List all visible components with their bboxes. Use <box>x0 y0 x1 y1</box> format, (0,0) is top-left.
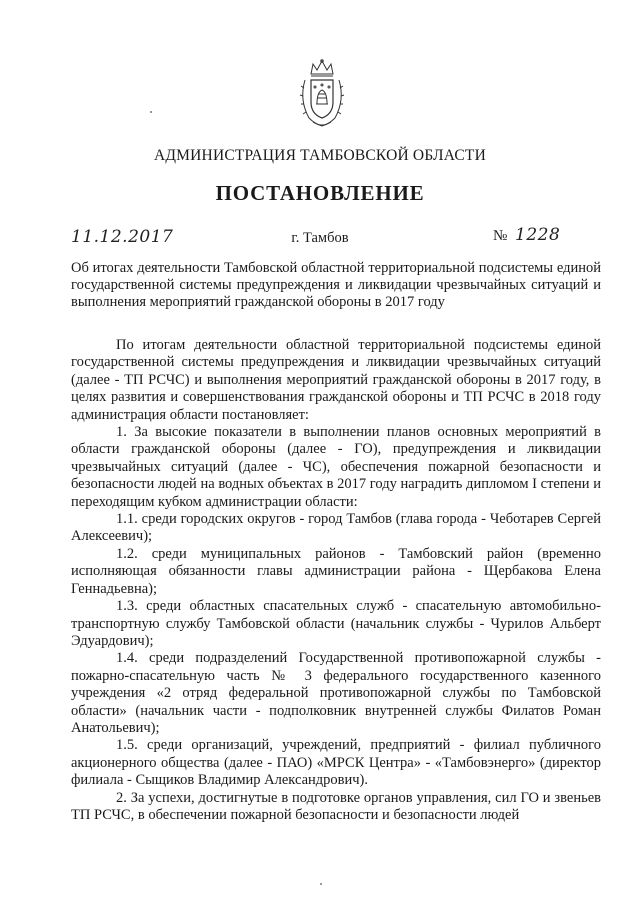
paragraph: 1. За высокие показатели в выполнении планов основных мероприятий в области гражданской обороны (далее - ГО), предупреждения и ликвидации чрезвычайных ситуаций (далее - ЧС), обеспечения пожарной безопасности и безопасности людей на водных объектах в 2017 году наградить дипломом I степени и переходящим кубком администрации области: <box>71 424 601 510</box>
paragraph: 1.1. среди городских округов - город Тамбов (глава города - Чеботарев Сергей Алексеевич); <box>71 511 601 545</box>
scan-speck <box>150 111 152 113</box>
document-date: 11.12.2017 <box>71 227 174 247</box>
document-subject: Об итогах деятельности Тамбовской областной территориальной подсистемы единой государственной системы предупреждения и ликвидации чрезвычайных ситуаций и выполнения мероприятий гражданской обороны в 2017 году <box>71 260 601 310</box>
document-number-label: № <box>493 228 508 244</box>
document-city: г. Тамбов <box>291 230 349 246</box>
scan-speck <box>320 883 322 885</box>
paragraph: 1.5. среди организаций, учреждений, предприятий - филиал публичного акционерного общества (далее - ПАО) «МРСК Центра» - «Тамбовэнерго» (директор филиала - Сыщиков Владимир Александрович). <box>71 737 601 789</box>
document-type: ПОСТАНОВЛЕНИЕ <box>215 181 425 205</box>
paragraph: 1.3. среди областных спасательных служб - спасательную автомобильно-транспортную службу Тамбовской области (начальник службы - Чурилов Альберт Эдуардович); <box>71 598 601 649</box>
paragraph: 1.4. среди подразделений Государственной противопожарной службы - пожарно-спасательную часть № 3 федерального государственного казенного учреждения «2 отряд федеральной противопожарной службы по Тамбовской области» (начальник части - подполковник внутренней службы Филатов Роман Анатольевич); <box>71 650 601 736</box>
paragraph: 1.2. среди муниципальных районов - Тамбовский район (временно исполняющая обязанности главы администрации района - Щербакова Елена Геннадьевна); <box>71 545 601 597</box>
paragraph: 2. За успехи, достигнутые в подготовке органов управления, сил ГО и звеньев ТП РСЧС, в обеспечении пожарной безопасности и безопасности людей <box>71 789 601 823</box>
document-number: 1228 <box>515 225 561 245</box>
paragraph: По итогам деятельности областной территориальной подсистемы единой государственной системы предупреждения и ликвидации чрезвычайных ситуаций (далее - ТП РСЧС) и выполнения мероприятий гражданской обороны в 2017 году, в целях развития и совершенствования гражданской обороны и ТП РСЧС в 2018 году администрация области постановляет: <box>71 337 601 423</box>
document-body <box>71 337 601 824</box>
coat-of-arms-icon <box>297 58 347 130</box>
organization-title: АДМИНИСТРАЦИЯ ТАМБОВСКОЙ ОБЛАСТИ <box>154 147 486 164</box>
